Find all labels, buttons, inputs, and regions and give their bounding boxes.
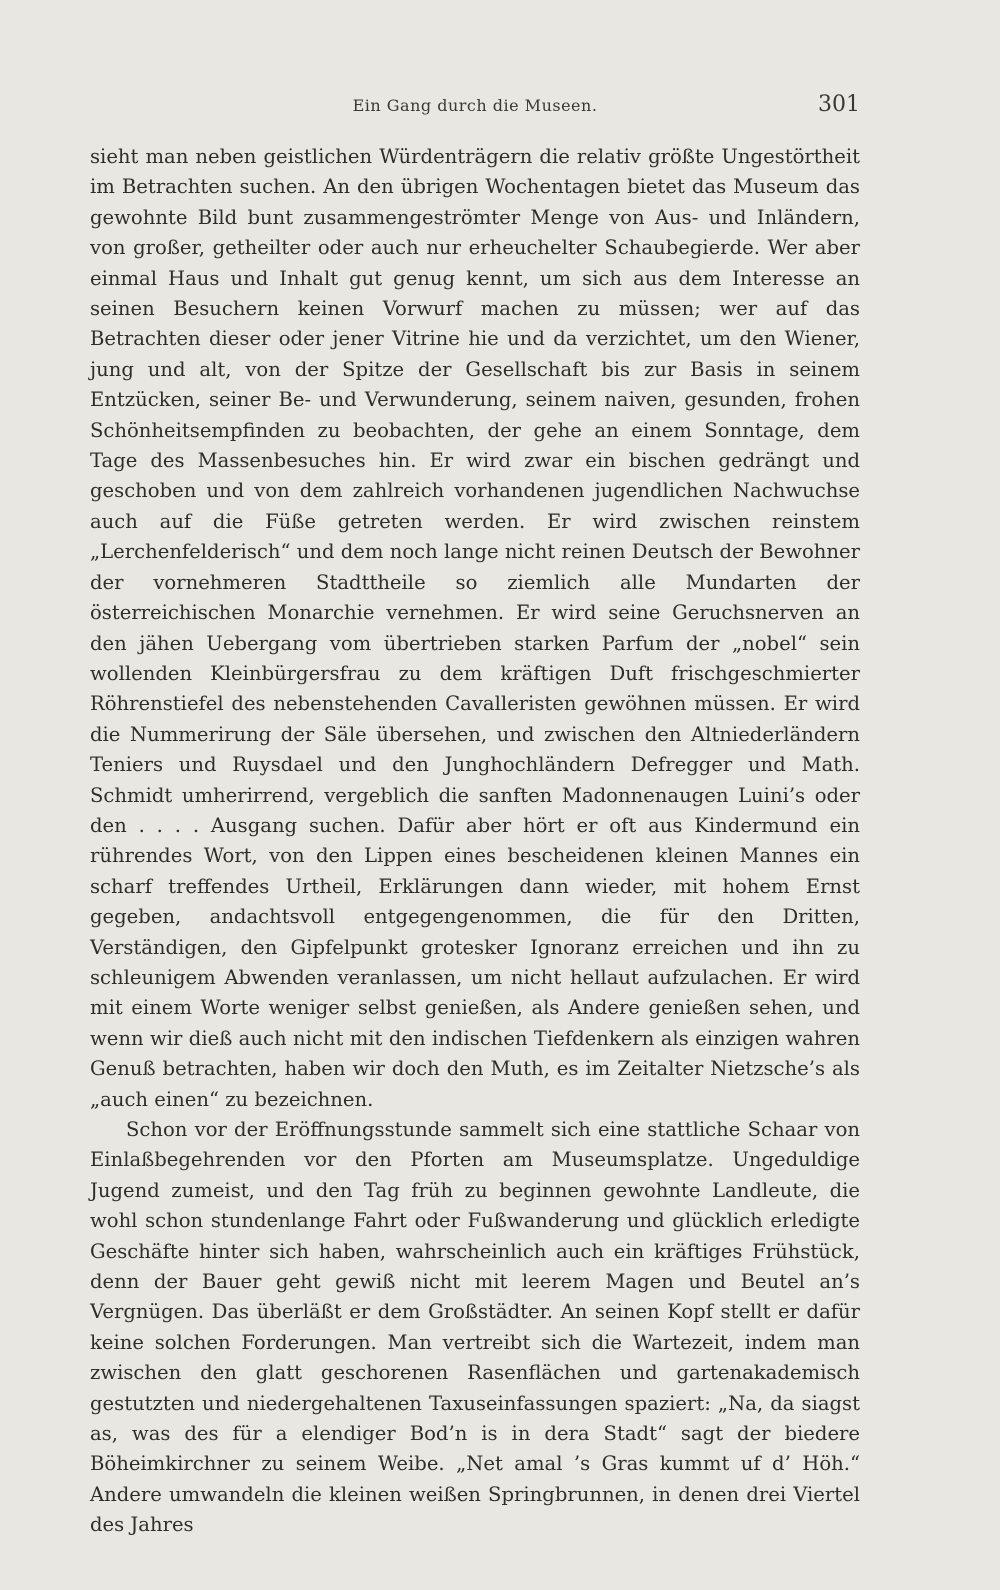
running-title: Ein Gang durch die Museen. xyxy=(352,96,598,115)
page-number: 301 xyxy=(818,92,860,117)
running-head xyxy=(90,92,860,122)
paragraph-2: Schon vor der Eröffnungsstunde sammelt sich eine stattliche Schaar von Einlaßbegehrenden vor den Pforten am Museumsplatze. Ungeduldige Jugend zumeist, und den Tag früh zu beginnen gewohnte Landleute, die wohl schon stundenlange Fahrt oder Fußwanderung und glücklich erledigte Geschäfte hinter sich haben, wahrscheinlich auch ein kräftiges Frühstück, denn der Bauer geht gewiß nicht mit leerem Magen und Beutel an’s Vergnügen. Das überläßt er dem Großstädter. An seinen Kopf stellt er dafür keine solchen Forderungen. Man vertreibt sich die Wartezeit, indem man zwischen den glatt geschorenen Rasenflächen und gartenakademisch gestutzten und niedergehaltenen Taxuseinfassungen spaziert: „Na, da siagst as, was des für a elendiger Bod’n is in dera Stadt“ sagt der biedere Böheimkirchner zu seinem Weibe. „Net amal ’s Gras kummt uf d’ Höh.“ Andere umwandeln die kleinen weißen Springbrunnen, in denen drei Viertel des Jahres xyxy=(90,1118,860,1537)
body-text xyxy=(90,142,860,1541)
paragraph-1: sieht man neben geistlichen Würdenträgern die relativ größte Ungestörtheit im Betrachten suchen. An den übrigen Wochentagen bietet das Museum das gewohnte Bild bunt zusammengeströmter Menge von Aus- und Inländern, von großer, getheilter oder auch nur erheuchelter Schaubegierde. Wer aber einmal Haus und Inhalt gut genug kennt, um sich aus dem Interesse an seinen Besuchern keinen Vorwurf machen zu müssen; wer auf das Betrachten dieser oder jener Vitrine hie und da verzichtet, um den Wiener, jung und alt, von der Spitze der Gesellschaft bis zur Basis in seinem Entzücken, seiner Be- und Verwunderung, seinem naiven, gesunden, frohen Schönheitsempfinden zu beobachten, der gehe an einem Sonntage, dem Tage des Massenbesuches hin. Er wird zwar ein bischen gedrängt und geschoben und von dem zahlreich vorhandenen jugendlichen Nachwuchse auch auf die Füße getreten werden. Er wird zwischen reinstem „Lerchenfelderisch“ und dem noch lange nicht reinen Deutsch der Bewohner der vornehmeren Stadttheile so ziemlich alle Mundarten der österreichischen Monarchie vernehmen. Er wird seine Geruchsnerven an den jähen Uebergang vom übertrieben starken Parfum der „nobel“ sein wollenden Kleinbürgersfrau zu dem kräftigen Duft frischgeschmierter Röhrenstiefel des nebenstehenden Cavalleristen gewöhnen müssen. Er wird die Nummerirung der Säle übersehen, und zwischen den Altniederländern Teniers und Ruysdael und den Junghochländern Defregger und Math. Schmidt umherirrend, vergeblich die sanften Madonnenaugen Luini’s oder den . . . . Ausgang suchen. Dafür aber hört er oft aus Kindermund ein rührendes Wort, von den Lippen eines bescheidenen kleinen Mannes ein scharf treffendes Urtheil, Erklärungen dann wieder, mit hohem Ernst gegeben, andachtsvoll entgegengenommen, die für den Dritten, Verständigen, den Gipfelpunkt grotesker Ignoranz erreichen und ihn zu schleunigem Abwenden veranlassen, um nicht hellaut aufzulachen. Er wird mit einem Worte weniger selbst genießen, als Andere genießen sehen, und wenn wir dieß auch nicht mit den indischen Tiefdenkern als einzigen wahren Genuß betrachten, haben wir doch den Muth, es im Zeitalter Nietzsche’s als „auch einen“ zu bezeichnen. xyxy=(90,145,860,1111)
